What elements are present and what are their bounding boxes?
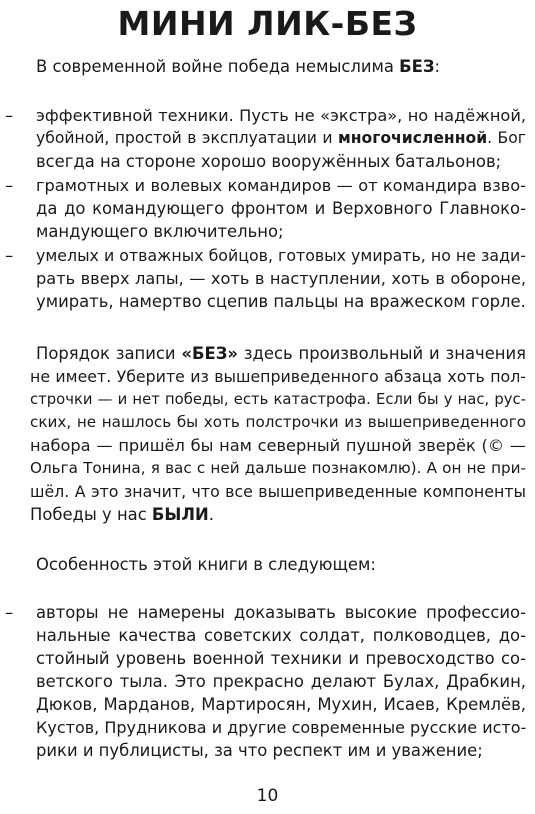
list-item-2-line: да до командующего фронтом и Верховного Главноко- (36, 199, 526, 218)
bold-were: БЫЛИ (151, 505, 209, 524)
list-item-4-line: авторы не намерены доказывать высокие профессио- (36, 603, 526, 622)
paragraph-feature: Особенность этой книги в следующем: (36, 555, 376, 574)
paragraph-intro (36, 55, 526, 78)
list-item-3-line: умелых и отважных бойцов, готовых умирать, но не зади- (36, 246, 526, 265)
paragraph-order-line (30, 503, 526, 526)
list-dash: – (5, 246, 14, 265)
paragraph-order-line: не имеет. Уберите из вышеприведенного абзаца хоть пол- (30, 367, 526, 386)
list-item-3-line: умирать, намертво сцепив пальцы на вражеском горле. (36, 292, 526, 311)
intro-bold-bez: БЕЗ (399, 57, 435, 76)
text-span: Порядок записи (36, 344, 182, 363)
paragraph-order-line: Ольга Тонина, я вас с ней дальше познакомлю). А он не при- (30, 459, 526, 477)
paragraph-order-line (36, 342, 526, 365)
list-item-1-line: эффективной техники. Пусть не «экстра», но надёжной, (36, 106, 526, 125)
paragraph-order-line: строчки — и нет победы, есть катастрофа. Если бы у нас, рус- (30, 391, 526, 408)
page-title: МИНИ ЛИК-БЕЗ (117, 4, 418, 43)
text-span: Победы у нас (30, 505, 152, 524)
bold-numerous: многочисленной (337, 129, 488, 147)
intro-text: В современной войне победа немыслима (36, 57, 400, 76)
list-item-3-line: рать вверх лапы, — хоть в наступлении, хоть в обороне, (36, 269, 526, 288)
list-item-1-line: всегда на стороне хорошо вооружённых батальонов; (36, 152, 502, 171)
bold-bez-quoted: «БЕЗ» (181, 344, 238, 363)
paragraph-order-line: ских, не нашлось бы хоть полстрочки из вышеприведенного (30, 413, 526, 431)
list-item-4-line: ветского тыла. Это прекрасно делают Булах, Драбкин, (36, 672, 526, 691)
paragraph-order-line: набора — пришёл бы нам северный пушной зверёк (© — (30, 436, 526, 455)
list-item-4-line: Кустов, Прудникова и другие современные русские исто- (36, 718, 527, 737)
paragraph-order-line: шёл. А это значит, что все вышеприведенные компоненты (30, 482, 526, 501)
page-number: 10 (256, 786, 279, 806)
list-item-2-line: мандующего включительно; (36, 222, 284, 241)
list-item-4-line: нальные качества советских солдат, полководцев, до- (36, 626, 526, 645)
list-item-4-line: стойный уровень военной техники и превосходство со- (36, 649, 526, 668)
text-span: убойной, простой в эксплуатации и (36, 129, 338, 147)
text-span: . Бог (487, 129, 526, 147)
text-span: здесь произвольный и значения (237, 344, 527, 363)
text-span: . (208, 505, 214, 524)
list-dash: – (5, 603, 14, 622)
list-dash: – (5, 106, 14, 125)
list-dash: – (5, 176, 14, 195)
list-item-4-line: Дюков, Марданов, Мартиросян, Мухин, Исаев, Кремлёв, (36, 695, 526, 714)
list-item-1-line (36, 127, 526, 150)
intro-colon: : (434, 57, 441, 76)
list-item-2-line: грамотных и волевых командиров — от командира взво- (36, 176, 526, 195)
list-item-4-line: рики и публицисты, за что респект им и уважение; (36, 741, 483, 760)
